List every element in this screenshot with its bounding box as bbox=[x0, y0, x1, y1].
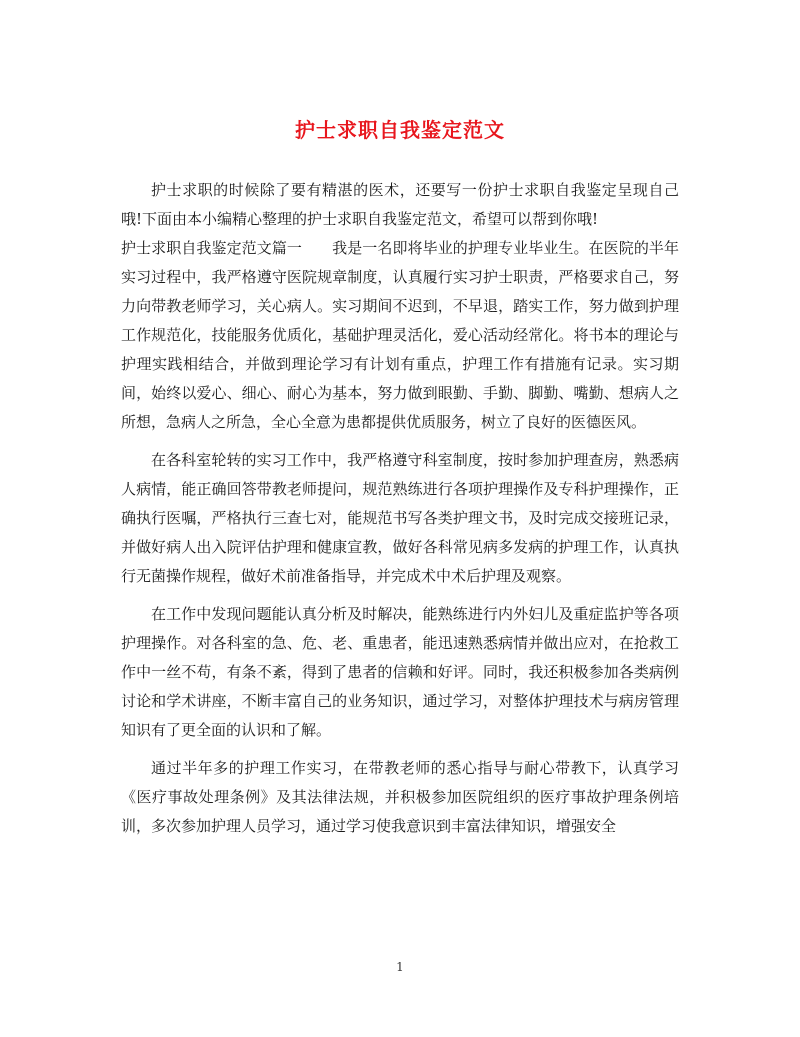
paragraph-3: 在工作中发现问题能认真分析及时解决，能熟练进行内外妇儿及重症监护等各项护理操作。对各科室的急、危、老、重患者，能迅速熟悉病情并做出应对，在抢救工作中一丝不苟，有条不紊，得到了患者的信赖和好评。同时，我还积极参加各类病例讨论和学术讲座，不断丰富自己的业务知识，通过学习，对整体护理技术与病房管理知识有了更全面的认识和了解。 bbox=[121, 605, 679, 739]
page-number: 1 bbox=[396, 960, 404, 974]
paragraph-2: 在各科室轮转的实习工作中，我严格遵守科室制度，按时参加护理查房，熟悉病人病情，能正确回答带教老师提问，规范熟练进行各项护理操作及专科护理操作，正确执行医嘱，严格执行三查七对，能规范书写各类护理文书，及时完成交接班记录，并做好病人出入院评估护理和健康宣教，做好各科常见病多发病的护理工作，认真执行无菌操作规程，做好术前准备指导，并完成术中术后护理及观察。 bbox=[121, 451, 679, 585]
intro-paragraph: 护士求职的时候除了要有精湛的医术，还要写一份护士求职自我鉴定呈现自己哦!下面由本小编精心整理的护士求职自我鉴定范文，希望可以帮到你哦! bbox=[121, 181, 679, 228]
section-heading: 护士求职自我鉴定范文篇一 bbox=[121, 239, 303, 257]
section-heading-with-paragraph bbox=[121, 234, 679, 437]
paragraph-1: 我是一名即将毕业的护理专业毕业生。在医院的半年实习过程中，我严格遵守医院规章制度，认真履行实习护士职责，严格要求自己，努力向带教老师学习，关心病人。实习期间不迟到，不早退，踏实工作，努力做到护理工作规范化，技能服务优质化，基础护理灵活化，爱心活动经常化。将书本的理论与护理实践相结合，并做到理论学习有计划有重点，护理工作有措施有记录。实习期间，始终以爱心、细心、耐心为基本，努力做到眼勤、手勤、脚勤、嘴勤、想病人之所想，急病人之所急，全心全意为患都提供优质服务，树立了良好的医德医风。 bbox=[121, 239, 679, 431]
document-title: 护士求职自我鉴定范文 bbox=[295, 118, 505, 142]
document-body bbox=[121, 176, 679, 841]
paragraph-4: 通过半年多的护理工作实习，在带教老师的悉心指导与耐心带教下，认真学习《医疗事故处理条例》及其法律法规，并积极参加医院组织的医疗事故护理条例培训，多次参加护理人员学习，通过学习使我意识到丰富法律知识，增强安全 bbox=[121, 759, 679, 835]
